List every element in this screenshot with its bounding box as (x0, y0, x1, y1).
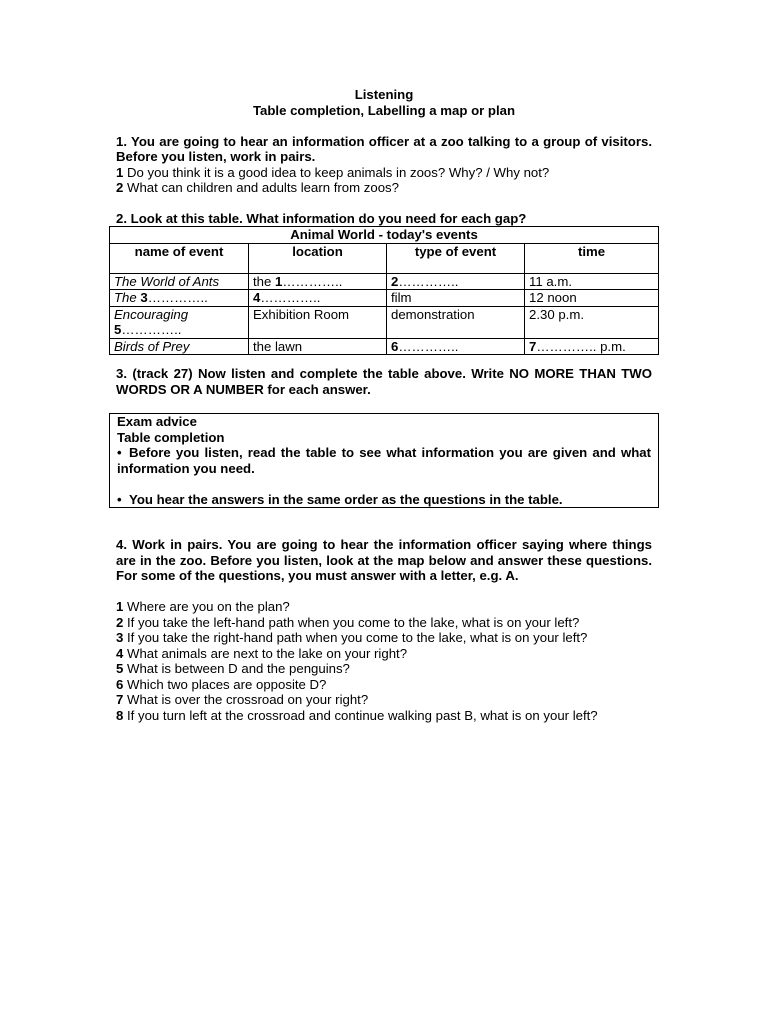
event-name-cell: The World of Ants (110, 273, 249, 290)
table-row (110, 273, 659, 290)
event-type-cell: film (387, 290, 525, 307)
task3-section (116, 366, 652, 397)
event-location-cell: Exhibition Room (249, 306, 387, 338)
event-time-cell: 12 noon (525, 290, 659, 307)
event-location-cell: 4………….. (249, 290, 387, 307)
worksheet-page (116, 87, 652, 227)
page-title: Listening (354, 87, 414, 102)
advice-subheading: Table completion (117, 429, 225, 445)
task1-instruction: 1. You are going to hear an information officer at a zoo talking to a group of visitors. Before you listen, work in pairs. (116, 133, 652, 164)
event-location-cell: the 1………….. (249, 273, 387, 290)
column-header-location: location (249, 243, 387, 273)
event-type-cell: 6………….. (387, 338, 525, 355)
events-table (109, 226, 659, 355)
task1-question-1: 1 Do you think it is a good idea to keep animals in zoos? Why? / Why not? (116, 164, 550, 180)
event-time-cell: 11 a.m. (525, 273, 659, 290)
column-header-type: type of event (387, 243, 525, 273)
event-type-cell: demonstration (387, 306, 525, 338)
task4-instruction: 4. Work in pairs. You are going to hear the information officer saying where things are in the zoo. Before you listen, look at the map below and answer these questions. For some of the questions, you must answer with a letter, e.g. A. (116, 537, 652, 583)
task2-instruction: 2. Look at this table. What information do you need for each gap? (116, 211, 527, 226)
bullet-icon: • (117, 445, 122, 460)
table-row (110, 338, 659, 355)
page-subtitle: Table completion, Labelling a map or plan (252, 102, 516, 118)
table-caption: Animal World - today's events (110, 227, 659, 244)
task4-question: 1 Where are you on the plan? (116, 599, 290, 614)
table-row (110, 306, 659, 338)
event-location-cell: the lawn (249, 338, 387, 355)
task4-question: 2 If you take the left-hand path when you come to the lake, what is on your left? (116, 614, 580, 630)
event-name-cell: The 3………….. (110, 290, 249, 307)
bullet-icon: • (117, 491, 122, 507)
column-header-name: name of event (110, 243, 249, 273)
task4-question: 7 What is over the crossroad on your right? (116, 692, 369, 707)
event-time-cell: 2.30 p.m. (525, 306, 659, 338)
event-type-cell: 2………….. (387, 273, 525, 290)
advice-bullet-1: • Before you listen, read the table to see what information you are given and what information you need. (117, 445, 651, 476)
event-time-cell: 7………….. p.m. (525, 338, 659, 355)
event-name-cell: Encouraging 5………….. (110, 306, 249, 338)
task4-question: 4 What animals are next to the lake on your right? (116, 645, 408, 661)
task4-question: 5 What is between D and the penguins? (116, 661, 350, 676)
advice-bullet-2: • You hear the answers in the same order as the questions in the table. (117, 491, 563, 507)
task1-question-2: 2 What can children and adults learn from zoos? (116, 180, 399, 195)
advice-heading: Exam advice (117, 414, 197, 429)
exam-advice-box (109, 413, 659, 508)
task4-question: 6 Which two places are opposite D? (116, 676, 327, 692)
task3-instruction: 3. (track 27) Now listen and complete the table above. Write NO MORE THAN TWO WORDS OR A NUMBER for each answer. (116, 366, 652, 397)
task4-section (116, 537, 652, 723)
task4-question: 3 If you take the right-hand path when you come to the lake, what is on your left? (116, 630, 588, 645)
column-header-time: time (525, 243, 659, 273)
table-row (110, 290, 659, 307)
task4-question: 8 If you turn left at the crossroad and continue walking past B, what is on your left? (116, 707, 598, 723)
event-name-cell: Birds of Prey (110, 338, 249, 355)
